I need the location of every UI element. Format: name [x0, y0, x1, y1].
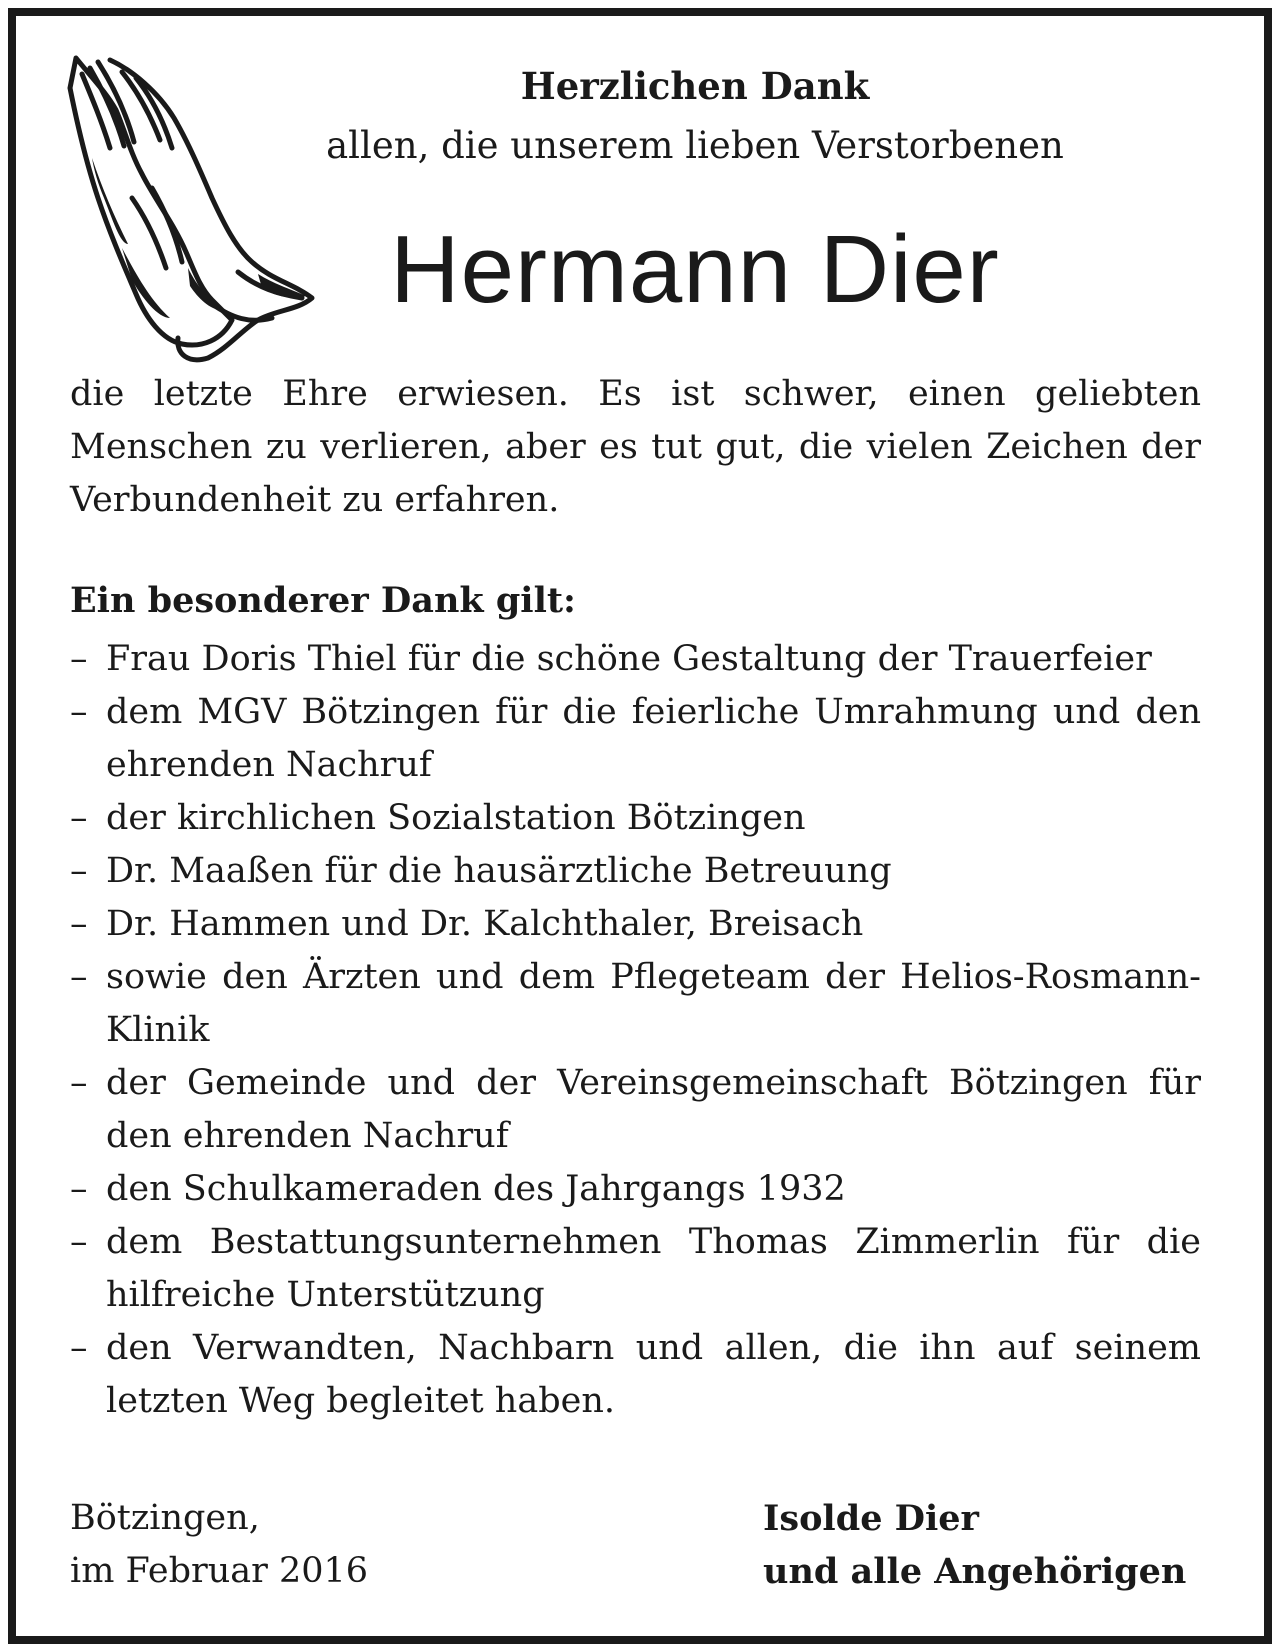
special-thanks-heading: Ein besonderer Dank gilt:: [70, 580, 576, 621]
thanks-list: [70, 633, 1201, 1428]
list-item-text: dem MGV Bötzingen für die feierliche Umrahmung und den ehrenden Nachruf: [106, 692, 1201, 785]
signer-family: und alle Angehörigen: [763, 1551, 1187, 1592]
list-item-text: Dr. Hammen und Dr. Kalchthaler, Breisach: [106, 904, 864, 944]
place: Bötzingen,: [70, 1498, 260, 1538]
praying-hands-icon: [62, 48, 320, 366]
list-item-text: der Gemeinde und der Vereinsgemeinschaft Bötzingen für den ehrenden Nachruf: [106, 1063, 1201, 1156]
list-item-text: Dr. Maaßen für die hausärztliche Betreuung: [106, 851, 892, 891]
list-item: [70, 1163, 1201, 1216]
dash-bullet: –: [70, 639, 88, 679]
list-item: [70, 792, 1201, 845]
list-item: [70, 633, 1201, 686]
list-item: [70, 951, 1201, 1057]
dash-bullet: –: [70, 1222, 88, 1262]
signature-block: [763, 1492, 1186, 1598]
dash-bullet: –: [70, 692, 88, 732]
intro-paragraph: die letzte Ehre erwiesen. Es ist schwer, einen geliebten Menschen zu verlieren, aber es tut gut, die vielen Zeichen der Verbundenheit zu erfahren.: [70, 374, 1201, 520]
list-item: [70, 1057, 1201, 1163]
list-item: [70, 898, 1201, 951]
date: im Februar 2016: [70, 1551, 369, 1591]
list-item-text: den Verwandten, Nachbarn und allen, die ihn auf seinem letzten Weg begleitet haben.: [106, 1328, 1201, 1421]
list-item: [70, 845, 1201, 898]
list-item: [70, 1216, 1201, 1322]
dash-bullet: –: [70, 1328, 88, 1368]
list-item-text: den Schulkameraden des Jahrgangs 1932: [106, 1169, 846, 1209]
dash-bullet: –: [70, 1063, 88, 1103]
list-item: [70, 1322, 1201, 1428]
dash-bullet: –: [70, 904, 88, 944]
heading-subtitle: allen, die unserem lieben Verstorbenen: [326, 124, 1064, 167]
dash-bullet: –: [70, 851, 88, 891]
signer-name: Isolde Dier: [763, 1498, 979, 1539]
heading-thanks: Herzlichen Dank: [520, 64, 870, 108]
place-date: [70, 1492, 368, 1598]
list-item-text: Frau Doris Thiel für die schöne Gestaltung der Trauerfeier: [106, 639, 1152, 679]
dash-bullet: –: [70, 798, 88, 838]
list-item: [70, 686, 1201, 792]
list-item-text: der kirchlichen Sozialstation Bötzingen: [106, 798, 806, 838]
deceased-name: Hermann Dier: [390, 216, 1000, 323]
list-item-text: dem Bestattungsunternehmen Thomas Zimmerlin für die hilfreiche Unterstützung: [106, 1222, 1201, 1315]
dash-bullet: –: [70, 1169, 88, 1209]
dash-bullet: –: [70, 957, 88, 997]
list-item-text: sowie den Ärzten und dem Pflegeteam der Helios-Rosmann-Klinik: [106, 957, 1201, 1050]
